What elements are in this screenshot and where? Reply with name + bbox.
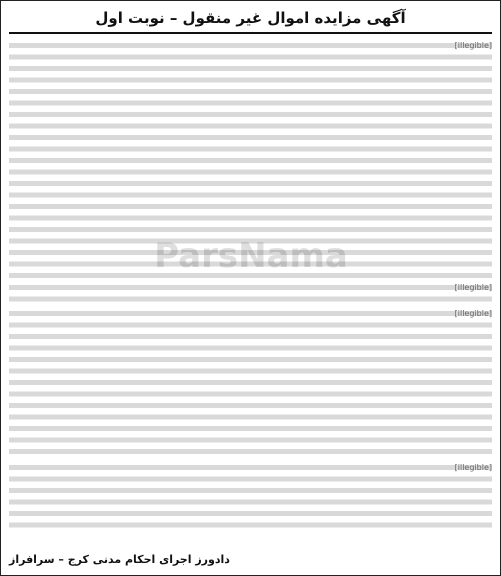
notice-paragraph: [illegible] bbox=[9, 308, 492, 458]
notice-signature: دادورز اجرای احکام مدنی کرج – سرافراز bbox=[9, 553, 230, 566]
notice-paragraph: [illegible] bbox=[9, 282, 492, 304]
notice-paragraph: [illegible] bbox=[9, 40, 492, 278]
notice-title: آگهی مزایده اموال غیر منقول – نوبت اول bbox=[9, 7, 492, 34]
notice-paragraph: [illegible] bbox=[9, 462, 492, 532]
watermark-logo: ParsNama bbox=[154, 236, 348, 276]
